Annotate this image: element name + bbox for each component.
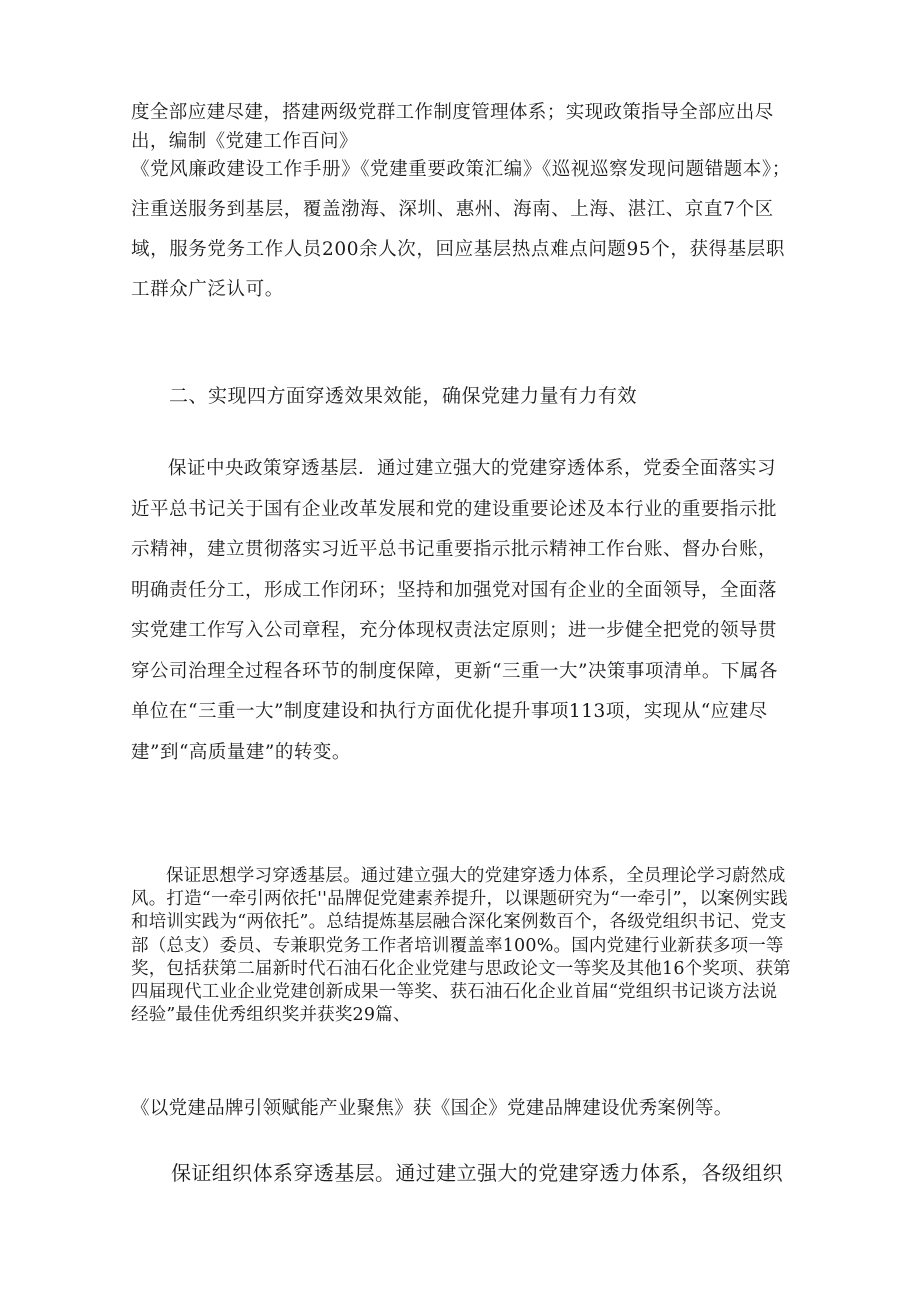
paragraph-brand-case [131, 1095, 791, 1123]
paragraph-text: 度全部应建尽建，搭建两级党群工作制度管理体系；实现政策指导全部应出尽出，编制《党建工作百问》 [131, 102, 774, 152]
paragraph-text: 《以党建品牌引领赋能产业聚焦》获《国企》党建品牌建设优秀案例等。 [131, 1098, 733, 1119]
paragraph-text: 保证思想学习穿透基层。通过建立强大的党建穿透力体系，全员理论学习蔚然成风。打造“一牵引两依托''品牌促党建素养提升，以课题研究为“一牵引”，以案例实践和培训实践为“两依托”。总结提炼基层融合深化案例数百个，各级党组织书记、党支部（总支）委员、专兼职党务工作者培训覆盖率100%。国内党建行业新获多项一等奖，包括获第二届新时代石油石化企业党建与思政论文一等奖及其他16个奖项、获第四届现代工业企业党建创新成果一等奖、获石油石化企业首届“党组织书记谈方法说经验”最佳优秀组织奖并获奖29篇、 [131, 866, 791, 1026]
paragraph-organization-system [131, 1154, 791, 1192]
section-heading [131, 376, 791, 416]
paragraph-text: 保证中央政策穿透基层．通过建立强大的党建穿透体系，党委全面落实习近平总书记关于国有企业改革发展和党的建设重要论述及本行业的重要指示批示精神，建立贯彻落实习近平总书记重要指示批示精神工作台账、督办台账，明确责任分工，形成工作闭环；坚持和加强党对国有企业的全面领导，全面落实党建工作写入公司章程，充分体现权责法定原则；进一步健全把党的领导贯穿公司治理全过程各环节的制度保障，更新“三重一大”决策事项清单。下属各单位在“三重一大”制度建设和执行方面优化提升事项113项，实现从“应建尽建”到“高质量建”的转变。 [131, 458, 778, 763]
heading-text: 二、实现四方面穿透效果效能，确保党建力量有力有效 [169, 385, 638, 407]
paragraph-continued-1 [131, 98, 791, 156]
paragraph-text: 《党风廉政建设工作手册》《党建重要政策汇编》《巡视巡察发现问题错题本》；注重送服务到基层，覆盖渤海、深圳、惠州、海南、上海、湛江、京直7个区域，服务党务工作人员200余人次，回应基层热点难点问题95个，获得基层职工群众广泛认可。 [131, 159, 791, 300]
paragraph-ideological-study [131, 865, 791, 1027]
paragraph-central-policy [131, 449, 791, 773]
paragraph-text: 保证组织体系穿透基层。通过建立强大的党建穿透力体系，各级组织 [171, 1161, 783, 1185]
paragraph-continued-2 [131, 150, 791, 310]
